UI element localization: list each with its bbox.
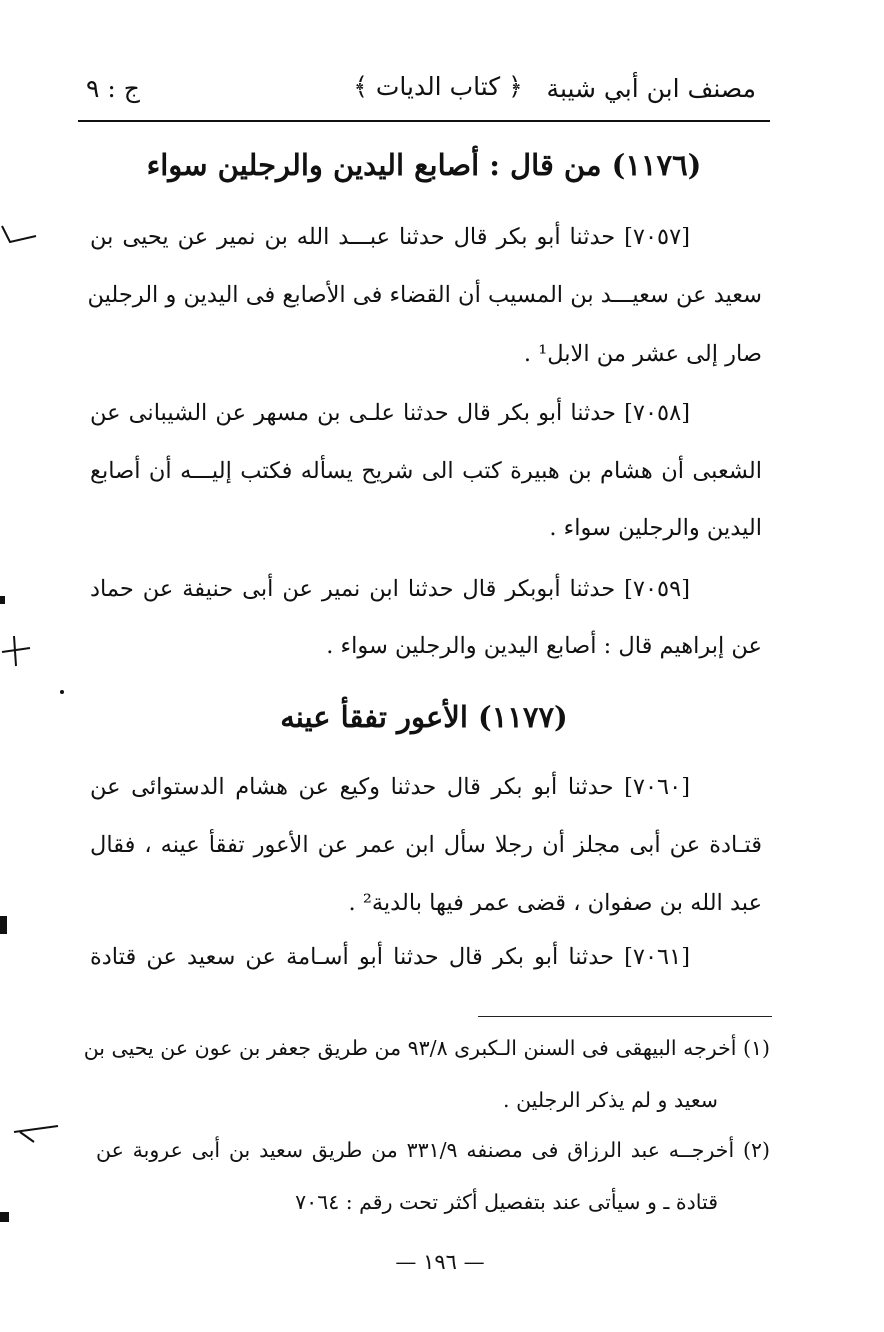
chapter-title: ﴿ كتاب الديات ﴾	[353, 72, 523, 101]
hadith-7057	[87, 224, 762, 374]
text-line: [٧٠٥٩] حدثنا أبوبكر قال حدثنا ابن نمير عن أبى حنيفة عن حماد	[90, 576, 690, 602]
scan-dot	[0, 596, 5, 604]
footnote-1	[83, 1036, 770, 1126]
scan-mark-icon	[0, 1118, 60, 1148]
text-line: [٧٠٦٠] حدثنا أبو بكر قال حدثنا وكيع عن هشام الدستوائى عن	[90, 774, 690, 800]
text-line: الشعبى أن هشام بن هبيرة كتب الى شريح يسأله فكتب إليـــه أن أصابع	[90, 458, 762, 484]
volume-label: ج : ٩	[86, 74, 140, 103]
hadith-7058	[90, 400, 762, 550]
text-line: عبد الله بن صفوان ، قضى عمر فيها بالدية² .	[348, 890, 762, 916]
footnote-line: سعيد و لم يذكر الرجلين .	[503, 1088, 718, 1112]
scan-mark-icon	[0, 220, 40, 260]
text-line: [٧٠٦١] حدثنا أبو بكر قال حدثنا أبو أسـامة عن سعيد عن قتادة	[90, 944, 690, 970]
footnote-line: (١) أخرجه البيهقى فى السنن الـكبرى ٩٣/٨ من طريق جعفر بن عون عن يحيى بن	[83, 1036, 770, 1060]
page-number: — ١٩٦ —	[395, 1250, 485, 1274]
scan-mark-icon	[0, 630, 34, 670]
footnote-line: (٢) أخرجــه عبد الرزاق فى مصنفه ٣٣١/٩ من طريق سعيد بن أبى عروبة عن	[96, 1138, 770, 1162]
section-heading-1177: (١١٧٧) الأعور تفقأ عينه	[280, 700, 568, 734]
hadith-7060	[90, 774, 762, 924]
text-line: اليدين والرجلين سواء .	[549, 515, 762, 541]
text-line: قتـادة عن أبى مجلز أن رجلا سأل ابن عمر عن الأعور تفقأ عينه ، فقال	[90, 832, 762, 858]
hadith-7059	[90, 576, 762, 668]
footnote-rule	[478, 1016, 772, 1017]
text-line: [٧٠٥٨] حدثنا أبو بكر قال حدثنا علـى بن مسهر عن الشيبانى عن	[90, 400, 690, 426]
text-line: سعيد عن سعيـــد بن المسيب أن القضاء فى الأصابع فى اليدين و الرجلين	[87, 282, 762, 308]
section-heading-1176: (١١٧٦) من قال : أصابع اليدين والرجلين سواء	[146, 148, 702, 182]
scan-dot	[0, 916, 7, 934]
scan-dot	[0, 1212, 9, 1222]
text-line: عن إبراهيم قال : أصابع اليدين والرجلين سواء .	[326, 633, 762, 659]
text-line: صار إلى عشر من الابل¹ .	[523, 341, 762, 367]
text-line: [٧٠٥٧] حدثنا أبو بكر قال حدثنا عبـــد الله بن نمير عن يحيى بن	[90, 224, 690, 250]
footnote-2	[96, 1138, 770, 1228]
scan-dot	[60, 690, 64, 694]
footnote-line: قتادة ـ و سيأتى عند بتفصيل أكثر تحت رقم : ٧٠٦٤	[295, 1190, 718, 1214]
header-rule	[78, 120, 770, 122]
book-title: مصنف ابن أبي شيبة	[546, 74, 756, 103]
hadith-7061	[90, 944, 762, 984]
